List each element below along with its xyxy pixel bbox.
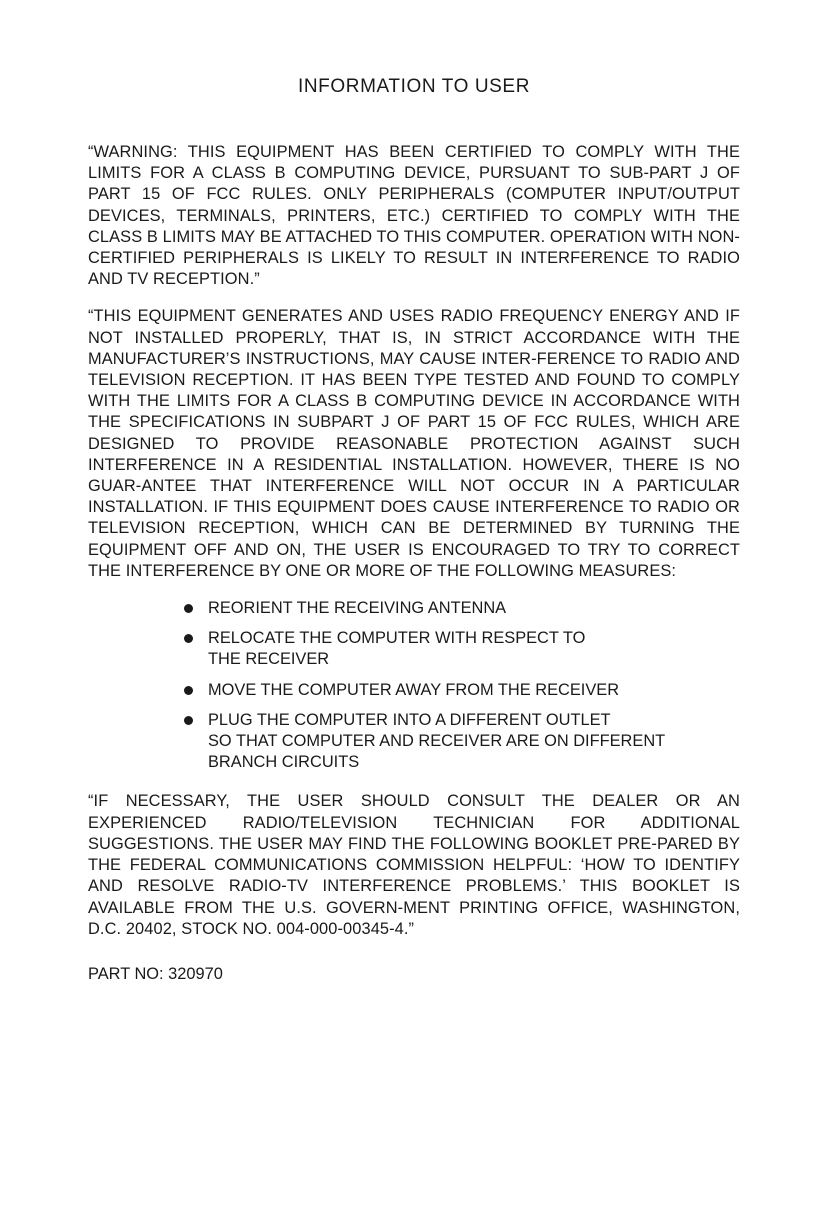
measure-line: BRANCH CIRCUITS	[208, 753, 360, 772]
interference-paragraph: “THIS EQUIPMENT GENERATES AND USES RADIO FREQUENCY ENERGY AND IF NOT INSTALLED PROPERLY, THAT IS, IN STRICT ACCORDANCE WITH THE MANUFACTURER’S INSTRUCTIONS, MAY CAUSE INTER-FERENCE TO RADIO AND TELEVISION RECEPTION. IT HAS BEEN TYPE TESTED AND FOUND TO COMPLY WITH THE LIMITS FOR A CLASS B COMPUTING DEVICE IN ACCORDANCE WITH THE SPECIFICATIONS IN SUBPART J OF PART 15 OF FCC RULES, WHICH ARE DESIGNED TO PROVIDE REASONABLE PROTECTION AGAINST SUCH INTERFERENCE IN A RESIDENTIAL INSTALLATION. HOWEVER, THERE IS NO GUAR-ANTEE THAT INTERFERENCE WILL NOT OCCUR IN A PARTICULAR INSTALLATION. IF THIS EQUIPMENT DOES CAUSE INTERFERENCE TO RADIO OR TELEVISION RECEPTION, WHICH CAN BE DETERMINED BY TURNING THE EQUIPMENT OFF AND ON, THE USER IS ENCOURAGED TO TRY TO CORRECT THE INTERFERENCE BY ONE OR MORE OF THE FOLLOWING MEASURES:	[88, 307, 740, 580]
measure-line: MOVE THE COMPUTER AWAY FROM THE RECEIVER	[208, 680, 620, 699]
list-item	[184, 680, 740, 701]
measure-line: SO THAT COMPUTER AND RECEIVER ARE ON DIFFERENT	[208, 732, 666, 751]
measure-line: THE RECEIVER	[208, 650, 330, 669]
bullet-icon	[184, 716, 193, 725]
bullet-icon	[184, 686, 193, 695]
warning-paragraph: “WARNING: THIS EQUIPMENT HAS BEEN CERTIFIED TO COMPLY WITH THE LIMITS FOR A CLASS B COMPUTING DEVICE, PURSUANT TO SUB-PART J OF PART 15 OF FCC RULES. ONLY PERIPHERALS (COMPUTER INPUT/OUTPUT DEVICES, TERMINALS, PRINTERS, ETC.) CERTIFIED TO COMPLY WITH THE CLASS B LIMITS MAY BE ATTACHED TO THIS COMPUTER. OPERATION WITH NON-CERTIFIED PERIPHERALS IS LIKELY TO RESULT IN INTERFERENCE TO RADIO AND TV RECEPTION.”	[88, 143, 740, 289]
measures-list	[88, 598, 740, 773]
page-title: INFORMATION TO USER	[297, 76, 531, 97]
list-item	[184, 628, 740, 670]
bullet-icon	[184, 604, 193, 613]
bullet-icon	[184, 634, 193, 643]
list-item	[184, 598, 740, 619]
part-number: PART NO: 320970	[88, 964, 223, 983]
consult-paragraph: “IF NECESSARY, THE USER SHOULD CONSULT THE DEALER OR AN EXPERIENCED RADIO/TELEVISION TECHNICIAN FOR ADDITIONAL SUGGESTIONS. THE USER MAY FIND THE FOLLOWING BOOKLET PRE-PARED BY THE FEDERAL COMMUNICATIONS COMMISSION HELPFUL: ‘HOW TO IDENTIFY AND RESOLVE RADIO-TV INTERFERENCE PROBLEMS.’ THIS BOOKLET IS AVAILABLE FROM THE U.S. GOVERN-MENT PRINTING OFFICE, WASHINGTON, D.C. 20402, STOCK NO. 004-000-00345-4.”	[88, 792, 740, 938]
measure-line: RELOCATE THE COMPUTER WITH RESPECT TO	[208, 629, 586, 648]
measure-line: REORIENT THE RECEIVING ANTENNA	[208, 599, 507, 618]
list-item	[184, 710, 740, 774]
document-page	[88, 76, 740, 985]
measure-line: PLUG THE COMPUTER INTO A DIFFERENT OUTLET	[208, 710, 611, 729]
